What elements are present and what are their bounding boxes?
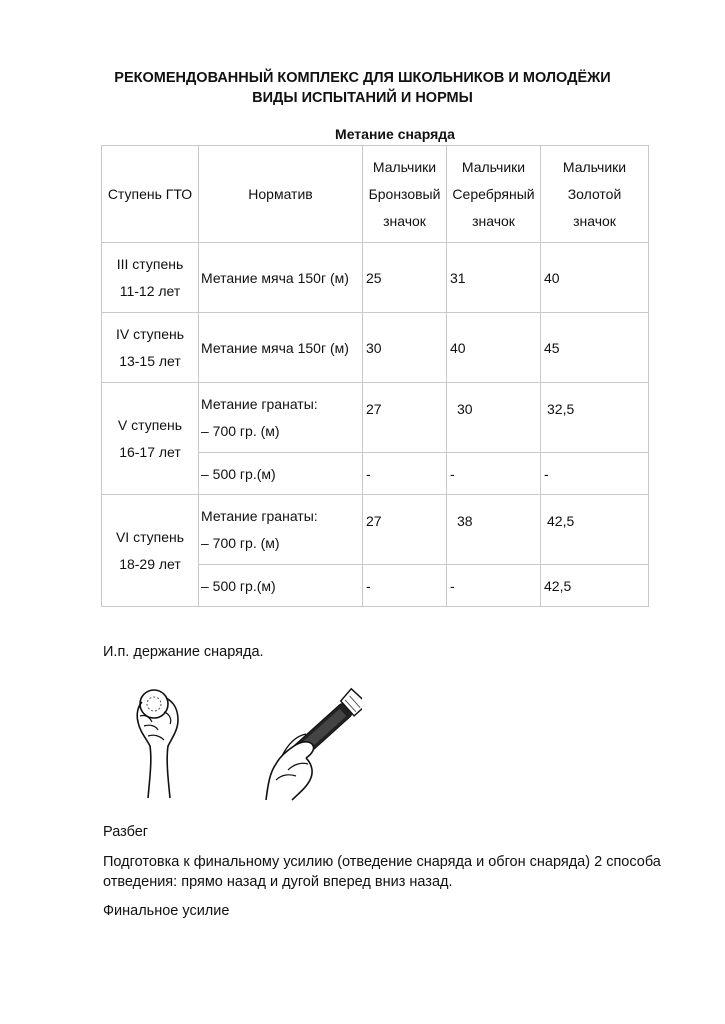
norm-cell: – 500 гр.(м): [199, 453, 363, 495]
table-row: [102, 495, 649, 565]
header-stage: Ступень ГТО: [102, 146, 199, 243]
start-position-text: И.п. держание снаряда.: [103, 644, 264, 660]
stage-cell: V ступень 16-17 лет: [102, 383, 199, 495]
norm-cell: Метание гранаты: – 700 гр. (м): [199, 495, 363, 565]
norm-cell: Метание мяча 150г (м): [199, 313, 363, 383]
norms-table: [101, 145, 649, 607]
gold-value: 42,5: [541, 565, 649, 607]
run-up-text: Разбег: [103, 824, 149, 840]
gold-value: 40: [541, 243, 649, 313]
document-title-line1: РЕКОМЕНДОВАННЫЙ КОМПЛЕКС ДЛЯ ШКОЛЬНИКОВ И МОЛОДЁЖИ: [114, 70, 611, 86]
stage-cell: III ступень 11-12 лет: [102, 243, 199, 313]
table-header-row: [102, 146, 649, 243]
norm-cell: Метание мяча 150г (м): [199, 243, 363, 313]
gold-value: 32,5: [541, 383, 649, 453]
header-silver: Мальчики Серебряный значок: [447, 146, 541, 243]
document-title-line2: ВИДЫ ИСПЫТАНИЙ И НОРМЫ: [252, 90, 473, 106]
silver-value: 40: [447, 313, 541, 383]
norm-cell: – 500 гр.(м): [199, 565, 363, 607]
bronze-value: 25: [363, 243, 447, 313]
silver-value: -: [447, 453, 541, 495]
final-effort-text: Финальное усилие: [103, 903, 230, 919]
table-row: [102, 313, 649, 383]
preparation-text-line1: Подготовка к финальному усилию (отведение снаряда и обгон снаряда) 2 способа: [103, 854, 661, 870]
table-caption: Метание снаряда: [335, 126, 455, 142]
bronze-value: -: [363, 565, 447, 607]
silver-value: 31: [447, 243, 541, 313]
header-gold: Мальчики Золотой значок: [541, 146, 649, 243]
hand-holding-grenade-icon: [262, 684, 362, 802]
silver-value: -: [447, 565, 541, 607]
gold-value: -: [541, 453, 649, 495]
header-norm: Норматив: [199, 146, 363, 243]
stage-cell: IV ступень 13-15 лет: [102, 313, 199, 383]
table-row: [102, 243, 649, 313]
norm-cell: Метание гранаты: – 700 гр. (м): [199, 383, 363, 453]
bronze-value: 27: [363, 383, 447, 453]
table-row: [102, 383, 649, 453]
silver-value: 38: [447, 495, 541, 565]
stage-cell: VI ступень 18-29 лет: [102, 495, 199, 607]
gold-value: 45: [541, 313, 649, 383]
bronze-value: 27: [363, 495, 447, 565]
hand-holding-ball-icon: [128, 680, 192, 800]
bronze-value: 30: [363, 313, 447, 383]
gold-value: 42,5: [541, 495, 649, 565]
header-bronze: Мальчики Бронзовый значок: [363, 146, 447, 243]
silver-value: 30: [447, 383, 541, 453]
bronze-value: -: [363, 453, 447, 495]
preparation-text-line2: отведения: прямо назад и дугой вперед вниз назад.: [103, 874, 453, 890]
